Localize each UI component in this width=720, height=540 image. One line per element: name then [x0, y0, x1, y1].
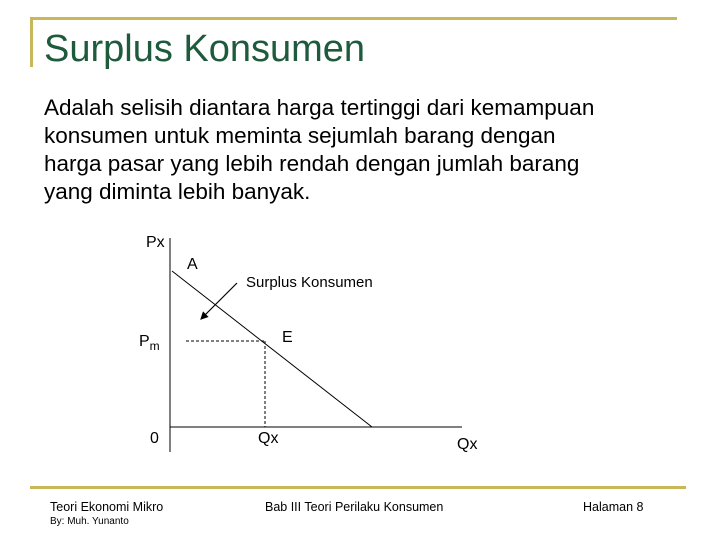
price-symbol: P — [139, 333, 150, 350]
definition-line: yang diminta lebih banyak. — [44, 179, 311, 204]
definition-line: Adalah selisih diantara harga tertinggi dari kemampuan — [44, 95, 595, 120]
definition-line: harga pasar yang lebih rendah dengan jumlah barang — [44, 151, 580, 176]
quantity-tick-label: Qx — [258, 430, 279, 447]
slide-title: Surplus Konsumen — [44, 28, 366, 70]
point-e-label: E — [282, 329, 293, 346]
surplus-area-label: Surplus Konsumen — [246, 274, 373, 291]
definition-line: konsumen untuk meminta sejumlah barang dengan — [44, 123, 556, 148]
footer-chapter: Bab III Teori Perilaku Konsumen — [265, 500, 444, 514]
footer-author: By: Muh. Yunanto — [50, 516, 129, 527]
demand-curve — [172, 271, 372, 427]
origin-label: 0 — [150, 430, 159, 447]
footer-page-number: Halaman 8 — [583, 500, 644, 514]
point-a-label: A — [187, 256, 198, 273]
surplus-pointer-arrow — [203, 283, 237, 317]
footer-course-title: Teori Ekonomi Mikro — [50, 500, 164, 514]
x-axis-label: Qx — [457, 436, 478, 453]
frame-bottom-border — [30, 486, 686, 489]
price-subscript: m — [149, 339, 160, 353]
market-price-label — [139, 333, 160, 353]
y-axis-label: Px — [146, 234, 165, 251]
